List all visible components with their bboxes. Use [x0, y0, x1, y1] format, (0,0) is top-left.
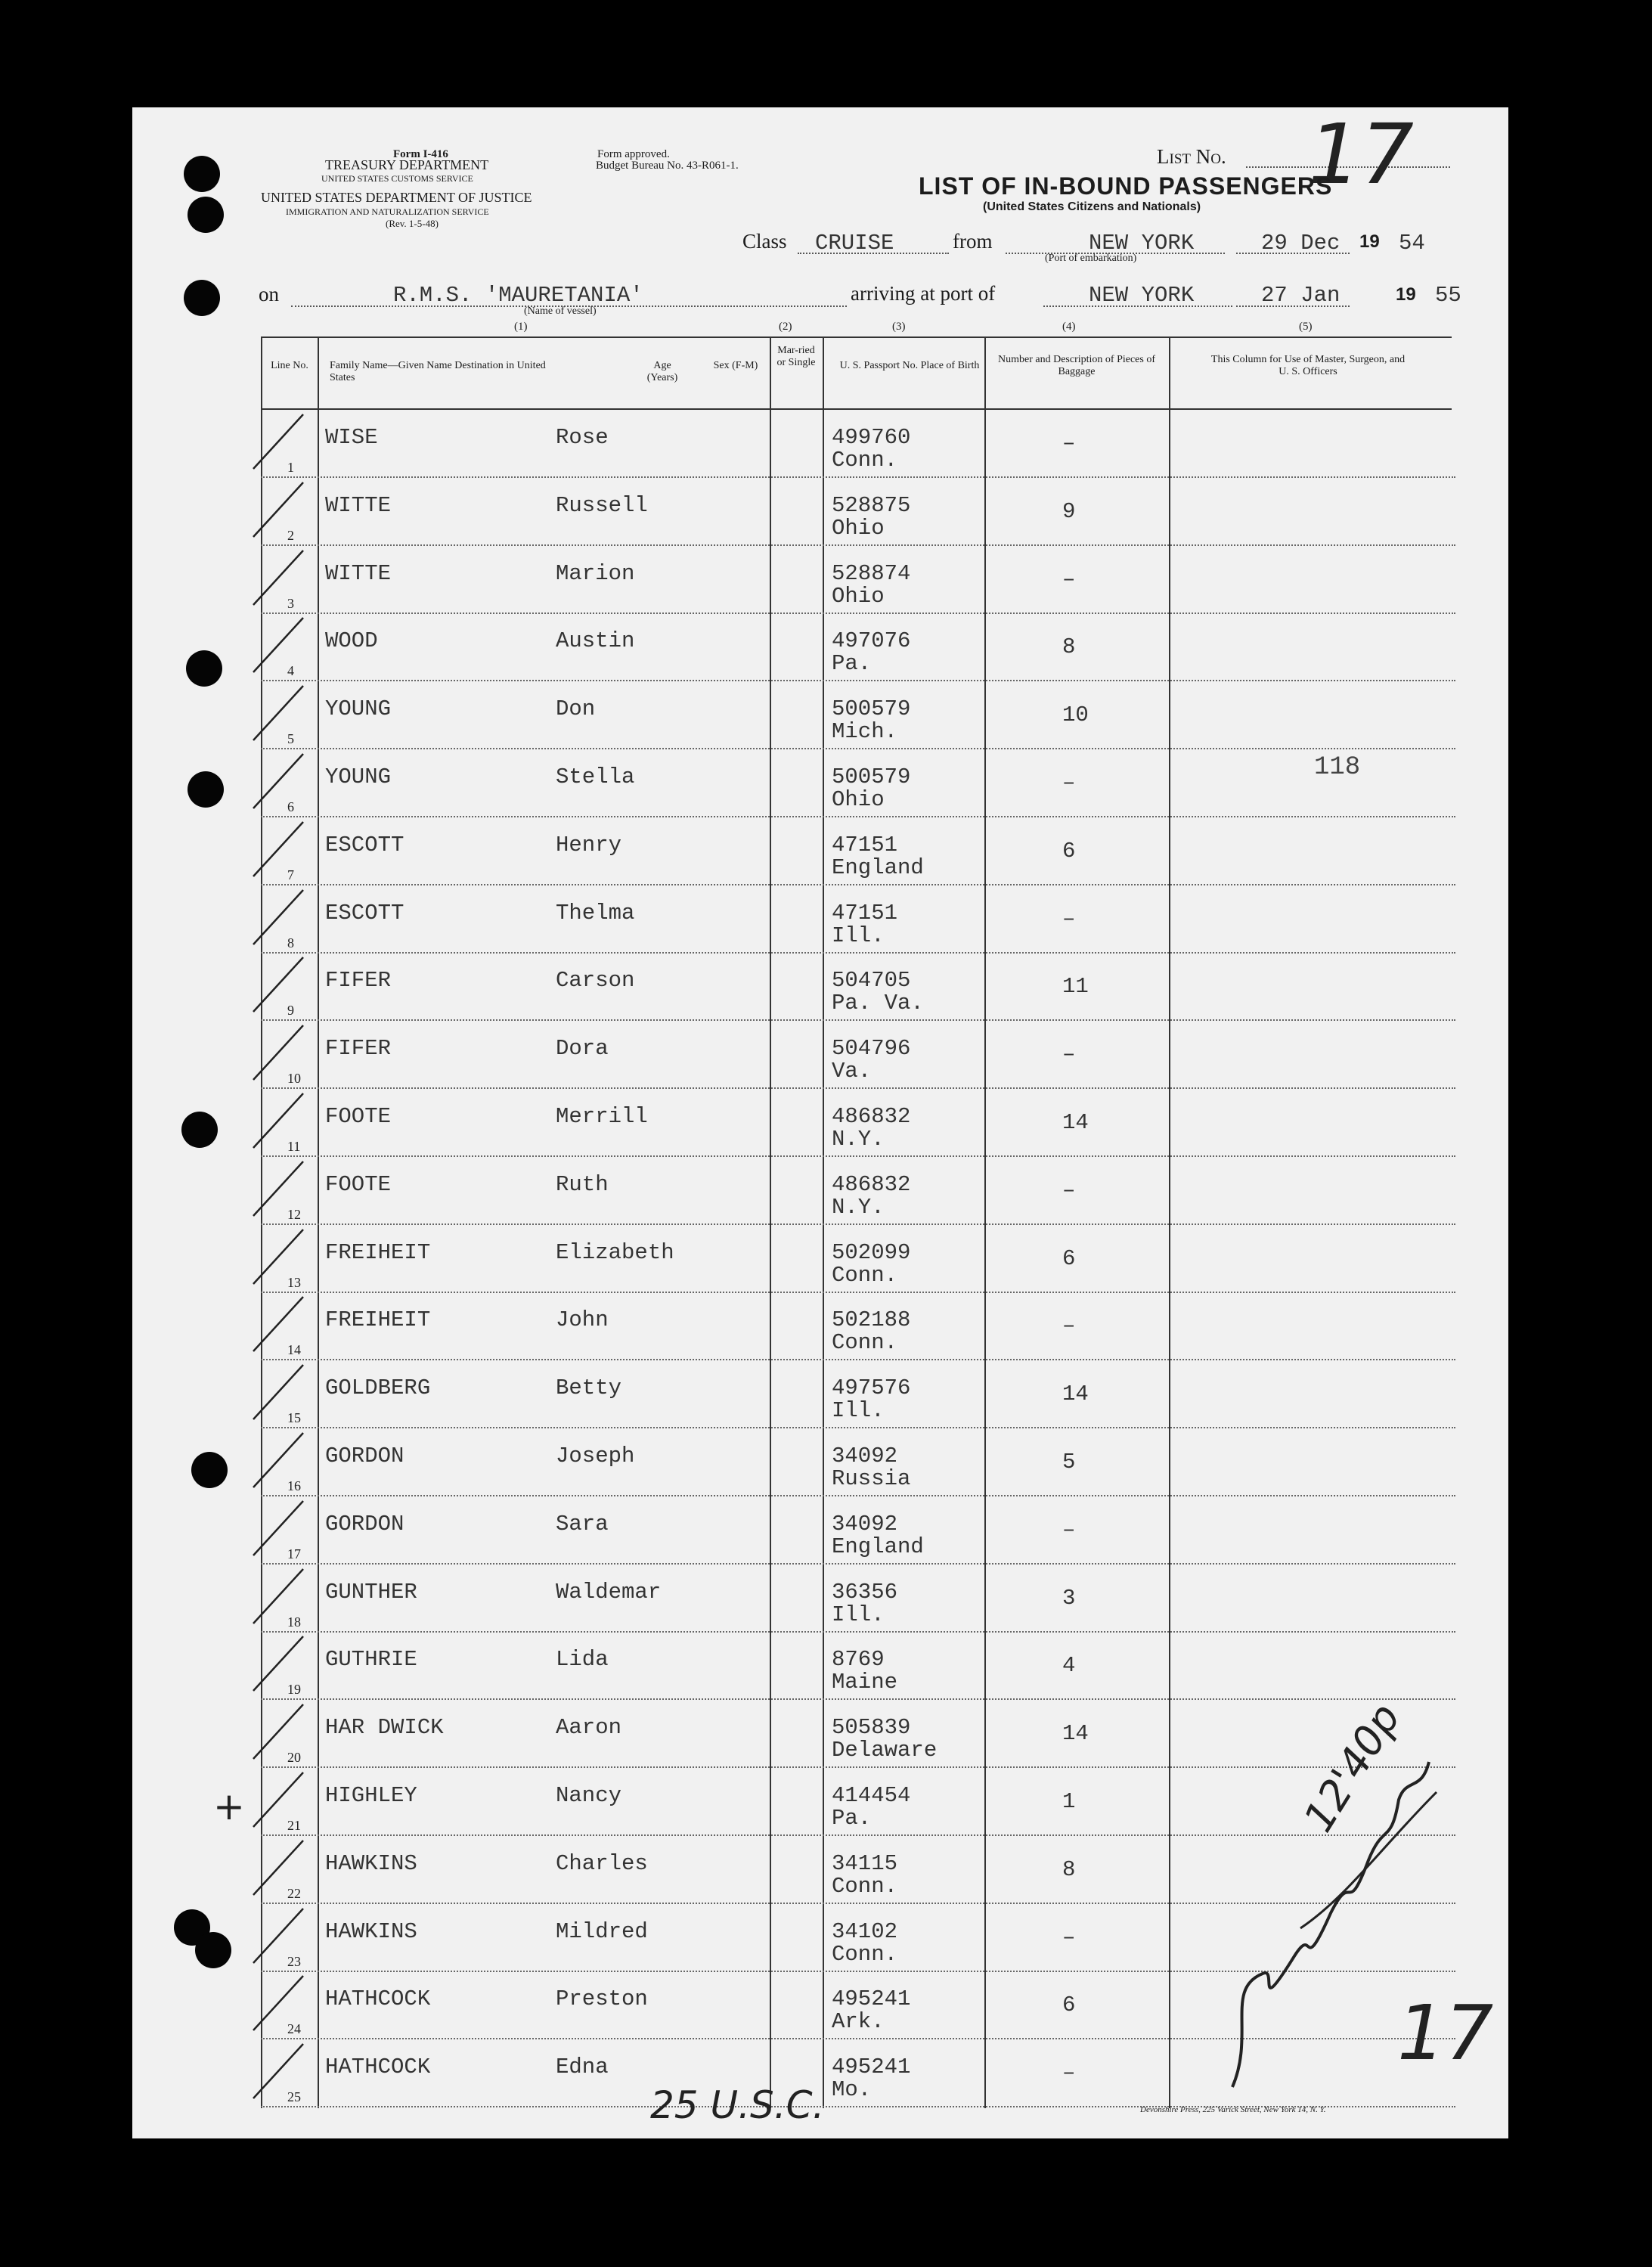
baggage-count: –: [1062, 906, 1076, 932]
family-name: FOOTE: [325, 1104, 392, 1129]
table-row: [261, 1292, 1455, 1360]
baggage-count: –: [1062, 1313, 1076, 1339]
class-label: Class: [742, 230, 787, 253]
given-name: Carson: [556, 968, 635, 994]
baggage-count: 6: [1062, 838, 1076, 864]
checkmark-icon: [250, 1021, 311, 1083]
header-officers: This Column for Use of Master, Surgeon, and U. S. Officers: [1210, 354, 1406, 377]
given-name: Lida: [556, 1647, 609, 1673]
given-name: Elizabeth: [556, 1239, 674, 1265]
header-baggage: Number and Description of Pieces of Baggage: [998, 354, 1155, 377]
table-row: [261, 1225, 1455, 1293]
checkmark-icon: [250, 410, 311, 472]
given-name: Marion: [556, 560, 635, 586]
place-of-birth: England: [832, 854, 924, 880]
table-row: [261, 478, 1455, 546]
passport-number: 34092: [832, 1511, 898, 1537]
place-of-birth: Ohio: [832, 787, 885, 812]
place-of-birth: Conn.: [832, 448, 898, 473]
given-name: Henry: [556, 832, 622, 857]
family-name: FIFER: [325, 968, 392, 994]
table-row: [261, 953, 1455, 1021]
vessel-name: R.M.S. 'MAURETANIA': [393, 283, 643, 308]
punch-hole: [188, 197, 224, 233]
line-number: 11: [287, 1139, 301, 1154]
family-name: FREIHEIT: [325, 1307, 431, 1333]
line-number: 2: [287, 527, 294, 543]
passport-number: 505839: [832, 1715, 911, 1741]
family-name: HATHCOCK: [325, 1986, 431, 2012]
given-name: Rose: [556, 425, 609, 450]
family-name: FREIHEIT: [325, 1239, 431, 1265]
table-row: [261, 1360, 1455, 1428]
place-of-birth: Ohio: [832, 515, 885, 541]
passport-number: 486832: [832, 1171, 911, 1197]
form-subtitle: (United States Citizens and Nationals): [983, 200, 1201, 213]
place-of-birth: Conn.: [832, 1941, 898, 1967]
given-name: Charles: [556, 1850, 648, 1876]
arrival-date-line: [1236, 305, 1350, 307]
given-name: Aaron: [556, 1715, 622, 1741]
col-num-4: (4): [1062, 321, 1076, 333]
place-of-birth: N.Y.: [832, 1127, 885, 1152]
checkmark-icon: [250, 885, 311, 947]
line-number: 21: [287, 1818, 301, 1833]
header-married: Mar-ried or Single: [776, 345, 816, 368]
given-name: Austin: [556, 628, 635, 654]
immigration-service: IMMIGRATION AND NATURALIZATION SERVICE: [286, 206, 489, 217]
baggage-count: 4: [1062, 1653, 1076, 1679]
place-of-birth: Pa.: [832, 1806, 872, 1831]
place-of-birth: Va.: [832, 1059, 872, 1084]
signature-note: 12'40p: [1294, 1695, 1410, 1841]
family-name: HIGHLEY: [325, 1783, 417, 1808]
passport-number: 528874: [832, 560, 911, 586]
place-of-birth: Conn.: [832, 1873, 898, 1899]
col-num-5: (5): [1299, 321, 1313, 333]
passport-number: 499760: [832, 425, 911, 450]
line-number: 17: [287, 1546, 301, 1561]
given-name: Nancy: [556, 1783, 622, 1808]
table-row: [261, 817, 1455, 885]
family-name: GORDON: [325, 1511, 404, 1537]
checkmark-icon: [250, 1496, 311, 1558]
place-of-birth: Mo.: [832, 2077, 872, 2103]
passport-number: 502188: [832, 1307, 911, 1333]
given-name: Ruth: [556, 1171, 609, 1197]
inspector-signature: [1210, 1732, 1459, 2110]
given-name: Stella: [556, 764, 635, 789]
line-number: 14: [287, 1342, 301, 1358]
revision: (Rev. 1-5-48): [386, 218, 439, 229]
baggage-count: 6: [1062, 1993, 1076, 2018]
table-row: [261, 1089, 1455, 1157]
punch-hole: [184, 280, 220, 316]
checkmark-icon: [250, 953, 311, 1015]
checkmark-icon: [250, 1292, 311, 1354]
passport-number: 500579: [832, 696, 911, 722]
passport-number: 497576: [832, 1375, 911, 1401]
col-num-1: (1): [514, 321, 528, 333]
place-of-birth: Ark.: [832, 2009, 885, 2035]
checkmark-icon: [250, 681, 311, 743]
class-line: [798, 253, 949, 254]
checkmark-icon: [250, 1971, 311, 2033]
line-number: 1: [287, 460, 294, 475]
arrival-port: NEW YORK: [1089, 283, 1195, 308]
family-name: FIFER: [325, 1036, 392, 1062]
line-number: 25: [287, 2089, 301, 2105]
place-of-birth: Ill.: [832, 1398, 885, 1424]
vessel-caption: (Name of vessel): [524, 305, 597, 317]
checkmark-icon: [250, 1768, 311, 1830]
family-name: ESCOTT: [325, 832, 404, 857]
family-name: HAWKINS: [325, 1918, 417, 1944]
baggage-count: 10: [1062, 702, 1089, 728]
family-name: HATHCOCK: [325, 2055, 431, 2080]
budget-bureau: Budget Bureau No. 43-R061-1.: [596, 160, 739, 172]
passport-number: 47151: [832, 900, 898, 926]
table-row: [261, 885, 1455, 954]
header-sex: Sex (F-M): [713, 360, 758, 371]
passport-number: 47151: [832, 832, 898, 857]
family-name: WOOD: [325, 628, 378, 654]
checkmark-icon: [250, 1565, 311, 1627]
table-row: [261, 546, 1455, 614]
customs-service: UNITED STATES CUSTOMS SERVICE: [321, 173, 473, 184]
plus-mark: +: [213, 1785, 245, 1828]
col-num-3: (3): [892, 321, 906, 333]
checkmark-icon: [250, 1157, 311, 1219]
baggage-count: 14: [1062, 1721, 1089, 1747]
passport-number: 500579: [832, 764, 911, 789]
line-number: 20: [287, 1750, 301, 1766]
arrival-year: 55: [1435, 283, 1461, 308]
family-name: WISE: [325, 425, 378, 450]
place-of-birth: Conn.: [832, 1330, 898, 1356]
baggage-count: 6: [1062, 1245, 1076, 1271]
line-number: 12: [287, 1206, 301, 1222]
line-number: 16: [287, 1478, 301, 1493]
given-name: Dora: [556, 1036, 609, 1062]
line-number: 19: [287, 1682, 301, 1698]
line-number: 5: [287, 731, 294, 747]
baggage-count: 14: [1062, 1110, 1089, 1135]
given-name: Preston: [556, 1986, 648, 2012]
checkmark-icon: [250, 1089, 311, 1151]
line-number: 3: [287, 595, 294, 611]
family-name: WITTE: [325, 560, 392, 586]
checkmark-icon: [250, 2039, 311, 2101]
depart-year: 54: [1399, 231, 1425, 256]
baggage-count: 9: [1062, 498, 1076, 524]
table-row: [261, 1565, 1455, 1633]
place-of-birth: Ohio: [832, 583, 885, 609]
table-row: [261, 1496, 1455, 1565]
baggage-count: 8: [1062, 1856, 1076, 1882]
checkmark-icon: [250, 1225, 311, 1287]
justice-department: UNITED STATES DEPARTMENT OF JUSTICE: [261, 190, 532, 205]
passport-number: 34102: [832, 1918, 898, 1944]
table-row: [261, 410, 1455, 478]
line-number: 9: [287, 1003, 294, 1019]
table-row: [261, 1157, 1455, 1225]
place-of-birth: N.Y.: [832, 1194, 885, 1220]
family-name: GUNTHER: [325, 1579, 417, 1605]
passport-number: 504705: [832, 968, 911, 994]
given-name: John: [556, 1307, 609, 1333]
checkmark-icon: [250, 1360, 311, 1422]
place-of-birth: England: [832, 1534, 924, 1559]
place-of-birth: Delaware: [832, 1738, 938, 1763]
given-name: Waldemar: [556, 1579, 662, 1605]
arrival-year-prefix: 19: [1396, 284, 1416, 305]
baggage-count: 3: [1062, 1585, 1076, 1611]
given-name: Sara: [556, 1511, 609, 1537]
passport-number: 528875: [832, 492, 911, 518]
given-name: Betty: [556, 1375, 622, 1401]
depart-date: 29 Dec: [1261, 231, 1341, 256]
checkmark-icon: [250, 1700, 311, 1762]
class-value: CRUISE: [815, 231, 894, 256]
given-name: Merrill: [556, 1104, 648, 1129]
printer-imprint: Devonshire Press, 225 Varick Street, New York 14, N. Y.: [1140, 2105, 1326, 2114]
line-number: 23: [287, 1953, 301, 1969]
passport-number: 8769: [832, 1647, 885, 1673]
punch-hole: [186, 650, 222, 687]
checkmark-icon: [250, 817, 311, 879]
baggage-count: –: [1062, 1924, 1076, 1950]
passport-number: 495241: [832, 2055, 911, 2080]
passport-number: 414454: [832, 1783, 911, 1808]
checkmark-icon: [250, 1428, 311, 1490]
line-number: 4: [287, 663, 294, 679]
form-approved: Form approved.: [597, 148, 670, 160]
depart-year-prefix: 19: [1359, 231, 1380, 252]
baggage-count: –: [1062, 771, 1076, 795]
passport-number: 502099: [832, 1239, 911, 1265]
from-label: from: [953, 230, 993, 253]
baggage-count: 1: [1062, 1789, 1076, 1814]
line-number: 8: [287, 935, 294, 951]
checkmark-icon: [250, 1632, 311, 1694]
passport-number: 497076: [832, 628, 911, 654]
punch-hole: [191, 1452, 228, 1488]
place-of-birth: Ill.: [832, 1602, 885, 1627]
family-name: GUTHRIE: [325, 1647, 417, 1673]
checkmark-icon: [250, 613, 311, 675]
header-passport: U. S. Passport No. Place of Birth: [839, 360, 980, 371]
header-age: Age (Years): [646, 360, 678, 383]
passport-number: 504796: [832, 1036, 911, 1062]
place-of-birth: Pa. Va.: [832, 991, 924, 1016]
place-of-birth: Ill.: [832, 923, 885, 948]
passport-number: 36356: [832, 1579, 898, 1605]
table-row: [261, 1021, 1455, 1089]
given-name: Joseph: [556, 1444, 635, 1468]
table-top-border: [261, 336, 1452, 338]
line-number: 13: [287, 1274, 301, 1290]
table-row: [261, 749, 1455, 817]
checkmark-icon: [250, 546, 311, 608]
family-name: HAWKINS: [325, 1850, 417, 1876]
col-num-2: (2): [779, 321, 792, 333]
family-name: ESCOTT: [325, 900, 404, 926]
line-number: 10: [287, 1071, 301, 1087]
checkmark-icon: [250, 478, 311, 540]
list-no-value: 17: [1308, 106, 1414, 203]
place-of-birth: Conn.: [832, 1262, 898, 1288]
baggage-count: –: [1062, 1177, 1076, 1203]
punch-hole: [184, 156, 220, 192]
header-name: Family Name—Given Name Destination in United States: [330, 360, 546, 383]
treasury-department: TREASURY DEPARTMENT: [325, 157, 489, 172]
on-label: on: [259, 283, 279, 305]
officer-stamp: 118: [1314, 753, 1361, 782]
given-name: Edna: [556, 2055, 609, 2080]
place-of-birth: Russia: [832, 1466, 911, 1491]
baggage-count: 8: [1062, 634, 1076, 660]
line-number: 15: [287, 1410, 301, 1426]
checkmark-icon: [250, 1836, 311, 1898]
place-of-birth: Mich.: [832, 719, 898, 745]
baggage-count: –: [1062, 431, 1076, 456]
family-name: YOUNG: [325, 764, 392, 789]
line-number: 24: [287, 2021, 301, 2037]
line-number: 6: [287, 799, 294, 814]
family-name: GORDON: [325, 1444, 404, 1468]
family-name: YOUNG: [325, 696, 392, 722]
checkmark-icon: [250, 749, 311, 811]
punch-hole: [195, 1932, 231, 1968]
form-title: LIST OF IN-BOUND PASSENGERS: [919, 172, 1333, 200]
punch-hole: [181, 1112, 218, 1148]
family-name: WITTE: [325, 492, 392, 518]
table-row: [261, 1428, 1455, 1496]
passport-number: 495241: [832, 1986, 911, 2012]
total-note: 25 U.S.C.: [650, 2083, 825, 2127]
line-number: 18: [287, 1614, 301, 1630]
arrival-port-line: [1043, 305, 1232, 307]
family-name: FOOTE: [325, 1171, 392, 1197]
given-name: Don: [556, 696, 596, 722]
baggage-count: 14: [1062, 1382, 1089, 1407]
passport-number: 34092: [832, 1444, 898, 1468]
table-row: [261, 681, 1455, 749]
list-no-label: List No.: [1157, 145, 1226, 168]
line-number: 7: [287, 867, 294, 882]
family-name: HAR DWICK: [325, 1715, 444, 1741]
port-embarkation-caption: (Port of embarkation): [1045, 253, 1137, 264]
baggage-count: –: [1062, 566, 1076, 592]
place-of-birth: Pa.: [832, 651, 872, 677]
place-of-birth: Maine: [832, 1670, 898, 1695]
header-line-no: Line No.: [271, 360, 308, 371]
table-row: [261, 613, 1455, 681]
depart-date-line: [1236, 253, 1350, 254]
family-name: GOLDBERG: [325, 1375, 431, 1401]
form-number: Form I-416: [393, 148, 448, 160]
baggage-count: –: [1062, 2061, 1076, 2086]
punch-hole: [188, 771, 224, 808]
arrival-date: 27 Jan: [1261, 283, 1341, 308]
baggage-count: –: [1062, 1517, 1076, 1543]
baggage-count: 5: [1062, 1450, 1076, 1475]
corner-number: 17: [1397, 1989, 1494, 2077]
line-number: 22: [287, 1885, 301, 1901]
from-value: NEW YORK: [1089, 231, 1195, 256]
passport-number: 34115: [832, 1850, 898, 1876]
checkmark-icon: [250, 1904, 311, 1966]
arriving-label: arriving at port of: [851, 282, 996, 305]
given-name: Russell: [556, 492, 648, 518]
passport-number: 486832: [832, 1104, 911, 1129]
baggage-count: –: [1062, 1042, 1076, 1068]
given-name: Mildred: [556, 1918, 648, 1944]
table-row: [261, 1632, 1455, 1700]
baggage-count: 11: [1062, 974, 1089, 1000]
given-name: Thelma: [556, 900, 635, 926]
